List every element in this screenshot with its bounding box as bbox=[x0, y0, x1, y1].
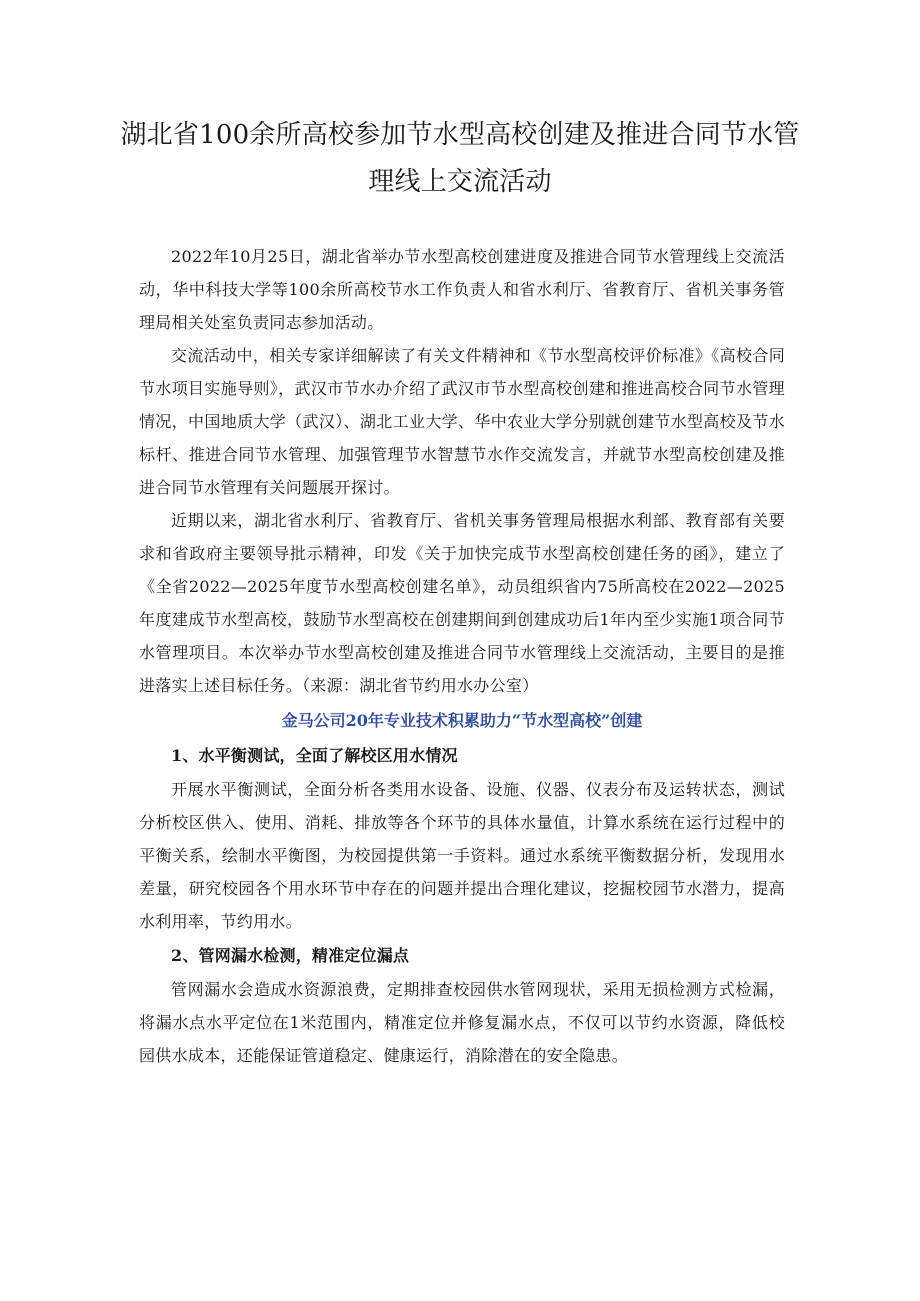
document-body bbox=[139, 240, 785, 1072]
document-title: 湖北省100余所高校参加节水型高校创建及推进合同节水管理线上交流活动 bbox=[120, 120, 800, 197]
section-heading-leak-detection: 2、管网漏水检测，精准定位漏点 bbox=[171, 946, 410, 965]
section-body-leak-detection: 管网漏水会造成水资源浪费，定期排查校园供水管网现状，采用无损检测方式检漏，将漏水点水平定位在1米范围内，精准定位并修复漏水点，不仅可以节约水资源，降低校园供水成本，还能保证管道稳定、健康运行，消除潜在的安全隐患。 bbox=[139, 980, 785, 1065]
section-heading-water-balance: 1、水平衡测试，全面了解校区用水情况 bbox=[171, 746, 458, 765]
section-body-water-balance: 开展水平衡测试，全面分析各类用水设备、设施、仪器、仪表分布及运转状态，测试分析校区供入、使用、消耗、排放等各个环节的具体水量值，计算水系统在运行过程中的平衡关系，绘制水平衡图，为校园提供第一手资料。通过水系统平衡数据分析，发现用水差量，研究校园各个用水环节中存在的问题并提出合理化建议，挖掘校园节水潜力，提高水利用率，节约用水。 bbox=[139, 780, 785, 931]
paragraph-exchange-activity: 交流活动中，相关专家详细解读了有关文件精神和《节水型高校评价标准》《高校合同节水项目实施导则》，武汉市节水办介绍了武汉市节水型高校创建和推进高校合同节水管理情况，中国地质大学（武汉）、湖北工业大学、华中农业大学分别就创建节水型高校及节水标杆、推进合同节水管理、加强管理节水智慧节水作交流发言，并就节水型高校创建及推进合同节水管理有关问题展开探讨。 bbox=[139, 346, 785, 497]
paragraph-intro: 2022年10月25日，湖北省举办节水型高校创建进度及推进合同节水管理线上交流活动，华中科技大学等100余所高校节水工作负责人和省水利厅、省教育厅、省机关事务管理局相关处室负责同志参加活动。 bbox=[139, 247, 785, 332]
company-subheading: 金马公司20年专业技术积累助力“节水型高校”创建 bbox=[281, 711, 643, 730]
paragraph-recent-progress: 近期以来，湖北省水利厅、省教育厅、省机关事务管理局根据水利部、教育部有关要求和省政府主要领导批示精神，印发《关于加快完成节水型高校创建任务的函》，建立了《全省2022—2025年度节水型高校创建名单》，动员组织省内75所高校在2022—2025年度建成节水型高校，鼓励节水型高校在创建期间到创建成功后1年内至少实施1项合同节水管理项目。本次举办节水型高校创建及推进合同节水管理线上交流活动，主要目的是推进落实上述目标任务。（来源：湖北省节约用水办公室） bbox=[139, 511, 785, 695]
